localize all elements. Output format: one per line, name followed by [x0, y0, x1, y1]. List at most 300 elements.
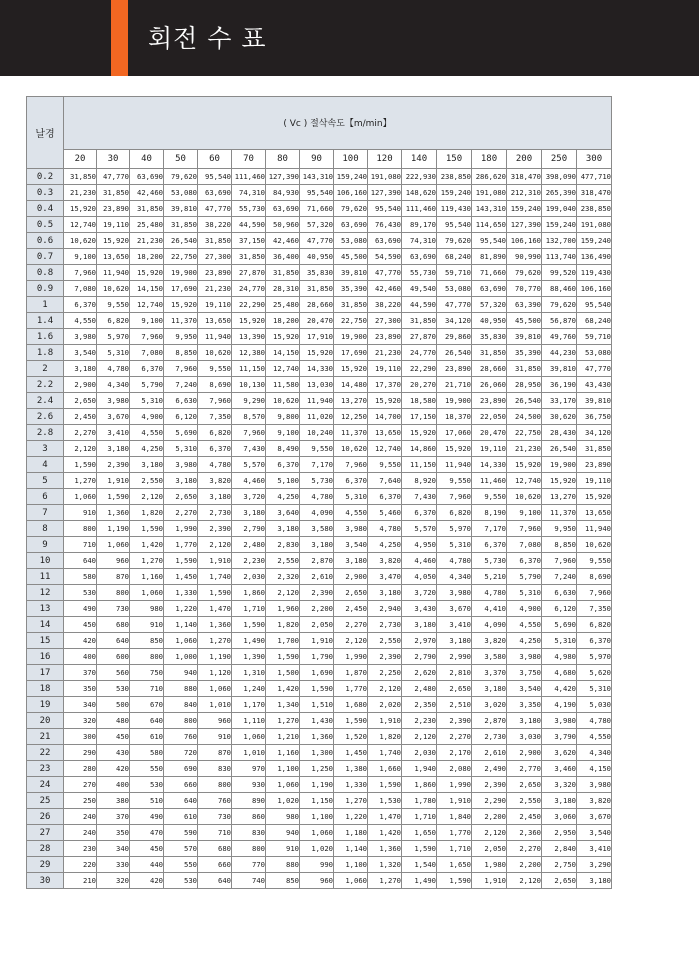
- rpm-value-cell: 49,540: [402, 281, 437, 297]
- rpm-value-cell: 3,750: [507, 665, 542, 681]
- rpm-value-cell: 24,500: [507, 409, 542, 425]
- rpm-value-cell: 2,120: [130, 489, 164, 505]
- rpm-value-cell: 1,100: [300, 809, 334, 825]
- speed-header-cell: 70: [232, 149, 266, 168]
- rpm-value-cell: 3,580: [300, 521, 334, 537]
- rpm-value-cell: 7,170: [300, 457, 334, 473]
- table-row: [27, 233, 612, 249]
- rpm-value-cell: 730: [198, 809, 232, 825]
- diameter-cell: 1.8: [27, 345, 64, 361]
- rpm-value-cell: 580: [64, 569, 97, 585]
- rpm-value-cell: 1,010: [232, 745, 266, 761]
- rpm-value-cell: 2,120: [368, 681, 402, 697]
- rpm-value-cell: 210: [64, 873, 97, 889]
- rpm-value-cell: 800: [130, 649, 164, 665]
- diameter-cell: 12: [27, 585, 64, 601]
- diameter-cell: 0.5: [27, 217, 64, 233]
- rpm-value-cell: 6,370: [507, 553, 542, 569]
- rpm-value-cell: 71,660: [300, 201, 334, 217]
- rpm-value-cell: 63,690: [130, 169, 164, 185]
- diameter-cell: 2.4: [27, 393, 64, 409]
- rpm-value-cell: 3,180: [334, 553, 368, 569]
- rpm-value-cell: 2,270: [334, 617, 368, 633]
- rpm-value-cell: 770: [232, 857, 266, 873]
- table-row: [27, 297, 612, 313]
- diameter-cell: 1.6: [27, 329, 64, 345]
- rpm-value-cell: 1,660: [368, 761, 402, 777]
- rpm-value-cell: 14,480: [334, 377, 368, 393]
- table-row: [27, 601, 612, 617]
- diameter-cell: 15: [27, 633, 64, 649]
- rpm-value-cell: 3,620: [542, 745, 577, 761]
- rpm-value-cell: 1,490: [232, 633, 266, 649]
- rpm-value-cell: 1,190: [198, 649, 232, 665]
- rpm-value-cell: 1,590: [368, 777, 402, 793]
- rpm-value-cell: 70,770: [507, 281, 542, 297]
- rpm-value-cell: 4,780: [300, 489, 334, 505]
- rpm-value-cell: 670: [130, 697, 164, 713]
- rpm-value-cell: 3,540: [64, 345, 97, 361]
- rpm-value-cell: 4,780: [368, 521, 402, 537]
- rpm-value-cell: 111,460: [232, 169, 266, 185]
- rpm-value-cell: 56,870: [542, 313, 577, 329]
- rpm-value-cell: 1,160: [266, 745, 300, 761]
- rpm-value-cell: 7,080: [507, 537, 542, 553]
- rpm-value-cell: 8,690: [577, 569, 612, 585]
- rpm-value-cell: 220: [64, 857, 97, 873]
- diameter-cell: 28: [27, 841, 64, 857]
- rpm-value-cell: 7,640: [368, 473, 402, 489]
- rpm-value-cell: 2,840: [542, 841, 577, 857]
- table-row: [27, 393, 612, 409]
- table-row: [27, 857, 612, 873]
- rpm-value-cell: 5,790: [130, 377, 164, 393]
- rpm-value-cell: 5,310: [334, 489, 368, 505]
- rpm-value-cell: 1,060: [64, 489, 97, 505]
- rpm-value-cell: 2,750: [542, 857, 577, 873]
- rpm-value-cell: 1,060: [97, 537, 130, 553]
- table-row: [27, 489, 612, 505]
- rpm-value-cell: 2,030: [402, 745, 437, 761]
- rpm-value-cell: 4,550: [130, 425, 164, 441]
- rpm-value-cell: 740: [232, 873, 266, 889]
- rpm-value-cell: 800: [64, 521, 97, 537]
- rpm-value-cell: 59,710: [577, 329, 612, 345]
- speed-header-cell: 150: [437, 149, 472, 168]
- diameter-cell: 19: [27, 697, 64, 713]
- rpm-value-cell: 380: [97, 793, 130, 809]
- rpm-value-cell: 4,250: [507, 633, 542, 649]
- rpm-value-cell: 15,920: [97, 233, 130, 249]
- rpm-value-cell: 1,060: [334, 873, 368, 889]
- diameter-cell: 26: [27, 809, 64, 825]
- rpm-value-cell: 2,450: [64, 409, 97, 425]
- rpm-value-cell: 36,750: [577, 409, 612, 425]
- rpm-value-cell: 21,710: [437, 377, 472, 393]
- rpm-value-cell: 4,460: [232, 473, 266, 489]
- rpm-value-cell: 340: [64, 697, 97, 713]
- rpm-value-cell: 2,870: [300, 553, 334, 569]
- rpm-value-cell: 14,330: [472, 457, 507, 473]
- rpm-value-cell: 9,550: [198, 361, 232, 377]
- diameter-cell: 8: [27, 521, 64, 537]
- rpm-value-cell: 1,340: [266, 697, 300, 713]
- speed-header-cell: 100: [334, 149, 368, 168]
- rpm-value-cell: 1,700: [266, 633, 300, 649]
- rpm-value-cell: 19,110: [368, 361, 402, 377]
- orange-accent-bar: [111, 0, 128, 76]
- rpm-value-cell: 15,920: [164, 297, 198, 313]
- rpm-value-cell: 3,370: [472, 665, 507, 681]
- rpm-value-cell: 19,110: [577, 473, 612, 489]
- table-row: [27, 665, 612, 681]
- table-row: [27, 761, 612, 777]
- rpm-value-cell: 44,590: [402, 297, 437, 313]
- rpm-value-cell: 28,950: [507, 377, 542, 393]
- rpm-value-cell: 19,110: [198, 297, 232, 313]
- rpm-value-cell: 95,540: [437, 217, 472, 233]
- rpm-value-cell: 2,390: [472, 777, 507, 793]
- rpm-value-cell: 1,270: [64, 473, 97, 489]
- rpm-value-cell: 2,050: [472, 841, 507, 857]
- rpm-value-cell: 1,910: [198, 553, 232, 569]
- rpm-value-cell: 54,590: [368, 249, 402, 265]
- rpm-value-cell: 37,150: [232, 233, 266, 249]
- rpm-value-cell: 2,970: [402, 633, 437, 649]
- rpm-value-cell: 2,230: [402, 713, 437, 729]
- rpm-value-cell: 159,240: [542, 217, 577, 233]
- rpm-value-cell: 23,890: [368, 329, 402, 345]
- rpm-value-cell: 3,180: [542, 793, 577, 809]
- rpm-value-cell: 20,270: [402, 377, 437, 393]
- rpm-value-cell: 4,780: [472, 585, 507, 601]
- rpm-value-cell: 9,950: [164, 329, 198, 345]
- rpm-value-cell: 39,810: [577, 393, 612, 409]
- rpm-value-cell: 4,340: [97, 377, 130, 393]
- diameter-cell: 29: [27, 857, 64, 873]
- rpm-value-cell: 15,920: [402, 425, 437, 441]
- diameter-cell: 1: [27, 297, 64, 313]
- rpm-value-cell: 5,790: [507, 569, 542, 585]
- rpm-value-cell: 1,820: [130, 505, 164, 521]
- rpm-value-cell: 960: [97, 553, 130, 569]
- rpm-value-cell: 1,170: [232, 697, 266, 713]
- rpm-value-cell: 7,960: [437, 489, 472, 505]
- rpm-value-cell: 1,110: [232, 713, 266, 729]
- rpm-value-cell: 7,960: [64, 265, 97, 281]
- diameter-cell: 0.4: [27, 201, 64, 217]
- rpm-value-cell: 2,790: [402, 649, 437, 665]
- rpm-value-cell: 318,470: [507, 169, 542, 185]
- rpm-value-cell: 9,550: [300, 441, 334, 457]
- rpm-value-cell: 2,080: [437, 761, 472, 777]
- rpm-value-cell: 1,020: [300, 841, 334, 857]
- rpm-value-cell: 44,590: [232, 217, 266, 233]
- rpm-value-cell: 1,590: [402, 841, 437, 857]
- rpm-value-cell: 980: [130, 601, 164, 617]
- rpm-value-cell: 1,990: [334, 649, 368, 665]
- rpm-value-cell: 39,810: [334, 265, 368, 281]
- rpm-value-cell: 22,290: [232, 297, 266, 313]
- rpm-value-cell: 3,980: [577, 777, 612, 793]
- rpm-value-cell: 25,480: [130, 217, 164, 233]
- rpm-value-cell: 2,390: [198, 521, 232, 537]
- table-row: [27, 617, 612, 633]
- table-row: [27, 793, 612, 809]
- rpm-value-cell: 1,270: [130, 553, 164, 569]
- rpm-value-cell: 1,250: [300, 761, 334, 777]
- rpm-value-cell: 2,270: [507, 841, 542, 857]
- rpm-value-cell: 880: [266, 857, 300, 873]
- rpm-value-cell: 3,180: [266, 521, 300, 537]
- rpm-value-cell: 1,590: [130, 521, 164, 537]
- table-row: [27, 361, 612, 377]
- rpm-value-cell: 13,030: [300, 377, 334, 393]
- rpm-value-cell: 6,820: [97, 313, 130, 329]
- diameter-cell: 9: [27, 537, 64, 553]
- rpm-value-cell: 970: [232, 761, 266, 777]
- rpm-value-cell: 1,910: [368, 713, 402, 729]
- rpm-value-cell: 910: [198, 729, 232, 745]
- rpm-value-cell: 23,890: [437, 361, 472, 377]
- rpm-value-cell: 53,080: [577, 345, 612, 361]
- cutting-speed-header: ( Vc ) 절삭속도【m/min】: [64, 97, 612, 150]
- rpm-value-cell: 4,550: [577, 729, 612, 745]
- rpm-value-cell: 2,730: [198, 505, 232, 521]
- rpm-value-cell: 26,540: [437, 345, 472, 361]
- rpm-value-cell: 47,770: [437, 297, 472, 313]
- table-row: [27, 169, 612, 185]
- speed-header-cell: 300: [577, 149, 612, 168]
- diameter-cell: 11: [27, 569, 64, 585]
- rpm-value-cell: 26,540: [164, 233, 198, 249]
- rpm-value-cell: 450: [130, 841, 164, 857]
- rpm-value-cell: 31,850: [97, 185, 130, 201]
- rpm-value-cell: 2,990: [437, 649, 472, 665]
- rpm-value-cell: 3,820: [472, 633, 507, 649]
- rpm-value-cell: 290: [64, 745, 97, 761]
- rpm-value-cell: 1,270: [266, 713, 300, 729]
- rpm-value-cell: 31,850: [164, 217, 198, 233]
- rpm-value-cell: 1,590: [334, 713, 368, 729]
- rpm-value-cell: 3,030: [507, 729, 542, 745]
- rpm-value-cell: 1,590: [437, 873, 472, 889]
- rpm-value-cell: 222,930: [402, 169, 437, 185]
- rpm-value-cell: 6,370: [402, 505, 437, 521]
- rpm-value-cell: 640: [198, 873, 232, 889]
- rpm-value-cell: 1,160: [130, 569, 164, 585]
- rpm-value-cell: 31,850: [64, 169, 97, 185]
- rpm-value-cell: 890: [232, 793, 266, 809]
- rpm-value-cell: 8,570: [232, 409, 266, 425]
- table-row: [27, 457, 612, 473]
- rpm-value-cell: 11,370: [334, 425, 368, 441]
- rpm-value-cell: 9,100: [130, 313, 164, 329]
- diameter-cell: 16: [27, 649, 64, 665]
- rpm-value-cell: 5,310: [130, 393, 164, 409]
- rpm-value-cell: 240: [64, 809, 97, 825]
- rpm-value-cell: 370: [97, 809, 130, 825]
- rpm-value-cell: 730: [97, 601, 130, 617]
- rpm-value-cell: 127,390: [368, 185, 402, 201]
- rpm-value-cell: 53,080: [334, 233, 368, 249]
- rpm-value-cell: 18,580: [402, 393, 437, 409]
- rpm-value-cell: 1,910: [437, 793, 472, 809]
- rpm-value-cell: 1,530: [368, 793, 402, 809]
- rpm-value-cell: 940: [164, 665, 198, 681]
- rpm-value-cell: 4,780: [198, 457, 232, 473]
- diameter-cell: 2.6: [27, 409, 64, 425]
- table-row: [27, 473, 612, 489]
- rpm-value-cell: 27,870: [232, 265, 266, 281]
- rpm-value-cell: 2,200: [472, 809, 507, 825]
- rpm-value-cell: 4,780: [437, 553, 472, 569]
- table-row: [27, 841, 612, 857]
- rpm-value-cell: 31,850: [577, 441, 612, 457]
- rpm-value-cell: 17,150: [402, 409, 437, 425]
- rpm-value-cell: 3,640: [266, 505, 300, 521]
- rpm-value-cell: 95,540: [300, 185, 334, 201]
- table-row: [27, 777, 612, 793]
- rpm-value-cell: 2,900: [334, 569, 368, 585]
- rpm-value-cell: 27,300: [198, 249, 232, 265]
- rpm-value-cell: 1,140: [334, 841, 368, 857]
- rpm-value-cell: 10,130: [232, 377, 266, 393]
- rpm-value-cell: 5,310: [507, 585, 542, 601]
- rpm-value-cell: 39,810: [507, 329, 542, 345]
- rpm-value-cell: 3,350: [507, 697, 542, 713]
- rpm-value-cell: 95,540: [368, 201, 402, 217]
- rpm-value-cell: 63,690: [472, 281, 507, 297]
- rpm-value-cell: 3,470: [368, 569, 402, 585]
- rpm-value-cell: 9,100: [266, 425, 300, 441]
- rpm-value-cell: 830: [232, 825, 266, 841]
- rpm-value-cell: 1,590: [64, 457, 97, 473]
- rpm-value-cell: 980: [266, 809, 300, 825]
- rpm-value-cell: 2,350: [402, 697, 437, 713]
- rpm-value-cell: 4,680: [542, 665, 577, 681]
- rpm-value-cell: 6,370: [577, 633, 612, 649]
- rpm-value-cell: 3,670: [577, 809, 612, 825]
- rpm-value-cell: 6,370: [334, 473, 368, 489]
- speed-header-cell: 120: [368, 149, 402, 168]
- rpm-value-cell: 450: [64, 617, 97, 633]
- rpm-value-cell: 1,710: [437, 841, 472, 857]
- rpm-value-cell: 2,770: [507, 761, 542, 777]
- rpm-value-cell: 26,060: [472, 377, 507, 393]
- rpm-value-cell: 910: [130, 617, 164, 633]
- rpm-value-cell: 39,810: [164, 201, 198, 217]
- rpm-value-cell: 1,510: [300, 697, 334, 713]
- rpm-value-cell: 3,670: [437, 601, 472, 617]
- rpm-value-cell: 5,210: [472, 569, 507, 585]
- rpm-value-cell: 28,660: [300, 297, 334, 313]
- rpm-value-cell: 15,920: [542, 473, 577, 489]
- table-row: [27, 729, 612, 745]
- rpm-value-cell: 680: [198, 841, 232, 857]
- table-row: [27, 217, 612, 233]
- rpm-value-cell: 14,330: [300, 361, 334, 377]
- diameter-cell: 13: [27, 601, 64, 617]
- rpm-value-cell: 5,310: [97, 345, 130, 361]
- rpm-value-cell: 6,820: [577, 617, 612, 633]
- diameter-cell: 23: [27, 761, 64, 777]
- rpm-value-cell: 29,860: [437, 329, 472, 345]
- rpm-value-cell: 49,760: [542, 329, 577, 345]
- rpm-value-cell: 340: [97, 841, 130, 857]
- rpm-value-cell: 7,080: [64, 281, 97, 297]
- rpm-value-cell: 31,850: [300, 281, 334, 297]
- rpm-value-cell: 95,540: [198, 169, 232, 185]
- rpm-value-cell: 20,470: [300, 313, 334, 329]
- rpm-value-cell: 3,980: [97, 393, 130, 409]
- speed-header-cell: 80: [266, 149, 300, 168]
- rpm-value-cell: 55,730: [232, 201, 266, 217]
- rpm-value-cell: 63,690: [198, 185, 232, 201]
- diameter-cell: 17: [27, 665, 64, 681]
- rpm-value-cell: 6,120: [164, 409, 198, 425]
- rpm-value-cell: 8,690: [198, 377, 232, 393]
- rpm-value-cell: 2,650: [64, 393, 97, 409]
- rpm-value-cell: 7,960: [542, 553, 577, 569]
- rpm-value-cell: 2,270: [437, 729, 472, 745]
- rpm-value-cell: 2,120: [64, 441, 97, 457]
- speed-header-cell: 250: [542, 149, 577, 168]
- rpm-value-cell: 2,120: [198, 537, 232, 553]
- speed-header-row: [27, 149, 612, 168]
- rpm-value-cell: 15,920: [130, 265, 164, 281]
- rpm-value-cell: 1,060: [266, 777, 300, 793]
- rpm-value-cell: 23,890: [577, 457, 612, 473]
- rpm-value-cell: 350: [64, 681, 97, 697]
- rpm-value-cell: 74,310: [402, 233, 437, 249]
- rpm-value-cell: 9,290: [232, 393, 266, 409]
- rpm-value-cell: 1,210: [266, 729, 300, 745]
- rpm-value-cell: 5,100: [266, 473, 300, 489]
- rpm-value-cell: 6,820: [437, 505, 472, 521]
- rpm-value-cell: 1,270: [198, 633, 232, 649]
- rpm-value-cell: 2,550: [266, 553, 300, 569]
- rpm-value-cell: 45,500: [507, 313, 542, 329]
- rpm-value-cell: 4,550: [64, 313, 97, 329]
- rpm-value-cell: 119,430: [577, 265, 612, 281]
- rpm-value-cell: 6,120: [542, 601, 577, 617]
- rpm-value-cell: 940: [266, 825, 300, 841]
- rpm-value-cell: 10,620: [198, 345, 232, 361]
- rpm-value-cell: 2,900: [64, 377, 97, 393]
- rpm-value-cell: 4,950: [402, 537, 437, 553]
- rpm-value-cell: 720: [164, 745, 198, 761]
- rpm-value-cell: 40,950: [472, 313, 507, 329]
- rpm-value-cell: 560: [97, 665, 130, 681]
- rpm-value-cell: 1,690: [300, 665, 334, 681]
- rpm-value-cell: 830: [198, 761, 232, 777]
- rpm-value-cell: 750: [130, 665, 164, 681]
- rpm-value-cell: 320: [64, 713, 97, 729]
- rpm-value-cell: 12,380: [232, 345, 266, 361]
- rpm-value-cell: 22,050: [472, 409, 507, 425]
- rpm-value-cell: 1,300: [300, 745, 334, 761]
- rpm-value-cell: 350: [97, 825, 130, 841]
- rpm-value-cell: 800: [232, 841, 266, 857]
- rpm-value-cell: 10,620: [64, 233, 97, 249]
- rpm-value-cell: 470: [130, 825, 164, 841]
- table-row: [27, 313, 612, 329]
- rpm-value-cell: 159,240: [334, 169, 368, 185]
- rpm-value-cell: 1,150: [300, 793, 334, 809]
- diameter-cell: 0.3: [27, 185, 64, 201]
- rpm-value-cell: 398,090: [542, 169, 577, 185]
